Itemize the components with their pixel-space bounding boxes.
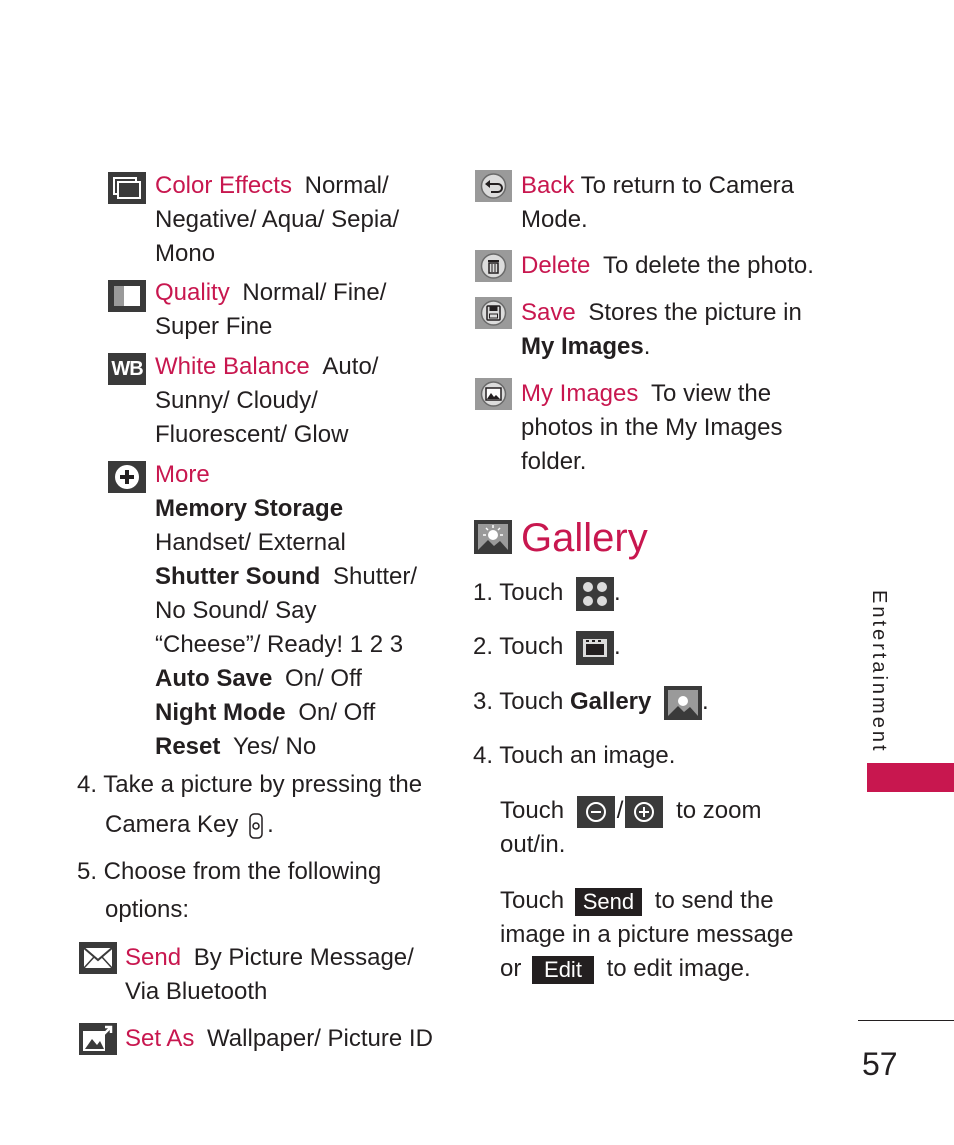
send-desc: By Picture Message/ Via Bluetooth <box>125 944 414 1005</box>
send-touch-text: Touch <box>500 887 565 914</box>
delete-trash-icon <box>475 250 512 282</box>
color-effects-label: Color Effects <box>155 172 292 199</box>
reset-desc: Yes/ No <box>233 733 317 760</box>
auto-save-desc: On/ Off <box>285 665 362 692</box>
zoom-slash: / <box>616 797 624 824</box>
send-label: Send <box>125 944 182 971</box>
quality-desc: Normal/ Fine/ Super Fine <box>155 279 387 340</box>
gallery-step-3-bold: Gallery <box>569 688 652 715</box>
gallery-step-3-period: . <box>702 688 709 715</box>
memory-storage-label: Memory Storage <box>155 495 344 522</box>
step-5-line1: 5. Choose from the following <box>77 858 382 885</box>
gallery-step-2-text: 2. Touch <box>473 633 564 660</box>
gallery-step-2-period: . <box>613 633 621 660</box>
gallery-step-3 <box>473 685 709 720</box>
option-back <box>521 169 811 237</box>
footer-rule <box>858 1020 954 1021</box>
step-4-line1: 4. Take a picture by pressing the <box>77 771 423 798</box>
shutter-sound-label: Shutter Sound <box>155 563 321 590</box>
gallery-heading: Gallery <box>521 516 648 560</box>
zoom-out-icon[interactable] <box>577 796 615 828</box>
save-desc: Stores the picture in <box>588 299 802 326</box>
option-save <box>521 296 841 364</box>
gallery-step-3-text: 3. Touch <box>473 688 564 715</box>
shutter-sound-desc: Shutter/ No Sound/ Say “Cheese”/ Ready! 1 2 3 <box>155 563 418 658</box>
send-edit-instructions <box>500 884 810 986</box>
set-as-desc: Wallpaper/ Picture ID <box>207 1025 433 1052</box>
color-effects-desc: Normal/ Negative/ Aqua/ Sepia/ Mono <box>155 172 400 267</box>
send-envelope-icon <box>79 942 117 974</box>
quality-icon <box>108 280 146 312</box>
delete-desc: To delete the photo. <box>603 252 814 279</box>
option-send <box>125 941 425 1009</box>
white-balance-desc: Auto/ Sunny/ Cloudy/ Fluorescent/ Glow <box>155 353 379 448</box>
gallery-button-icon[interactable] <box>664 686 702 720</box>
option-quality <box>155 276 430 344</box>
back-label: Back <box>521 172 575 199</box>
my-images-desc: To view the photos in the My Images folder. <box>521 380 783 475</box>
more-label: More <box>155 461 210 488</box>
gallery-step-1 <box>473 576 621 611</box>
menu-grid-icon[interactable] <box>576 577 614 611</box>
zoom-instructions <box>500 794 800 862</box>
zoom-touch-text: Touch <box>500 797 565 824</box>
send-softkey[interactable]: Send <box>575 888 642 916</box>
more-plus-icon <box>108 461 146 493</box>
gallery-step-2 <box>473 630 621 665</box>
back-desc: To return to Camera Mode. <box>521 172 795 233</box>
step-4-period: . <box>267 811 274 838</box>
step-4-take-picture <box>77 768 437 842</box>
my-images-label: My Images <box>521 380 639 407</box>
zoom-rest-text: to zoom out/in. <box>500 797 762 858</box>
reset-label: Reset <box>155 733 221 760</box>
option-delete <box>521 249 841 283</box>
option-my-images <box>521 377 791 479</box>
back-icon <box>475 170 512 202</box>
set-as-label: Set As <box>125 1025 195 1052</box>
save-period: . <box>643 333 651 360</box>
color-effects-icon <box>108 172 146 204</box>
step-4-camera-key: Camera Key <box>105 811 239 838</box>
white-balance-icon <box>108 353 146 385</box>
save-my-images: My Images <box>521 333 644 360</box>
delete-label: Delete <box>521 252 591 279</box>
camera-key-icon <box>249 813 263 839</box>
edit-softkey[interactable]: Edit <box>532 956 594 984</box>
section-tab-marker <box>867 763 954 792</box>
send-rest-text: to send the image in a picture message or <box>500 887 794 982</box>
edit-rest-text: to edit image. <box>606 955 751 982</box>
memory-storage-desc: Handset/ External <box>155 529 346 556</box>
night-mode-desc: On/ Off <box>298 699 376 726</box>
step-5-choose <box>77 855 437 927</box>
option-set-as <box>125 1022 445 1056</box>
auto-save-label: Auto Save <box>155 665 273 692</box>
night-mode-label: Night Mode <box>155 699 286 726</box>
white-balance-icon-text: WB <box>111 358 143 380</box>
set-as-picture-icon <box>79 1023 117 1055</box>
gallery-icon <box>474 520 512 554</box>
option-white-balance <box>155 350 430 452</box>
zoom-in-icon[interactable] <box>625 796 663 828</box>
gallery-step-1-period: . <box>613 579 621 606</box>
gallery-step-1-text: 1. Touch <box>473 579 564 606</box>
save-disk-icon <box>475 297 512 329</box>
gallery-step-4: 4. Touch an image. <box>473 742 676 769</box>
section-label: Entertainment <box>868 590 890 754</box>
option-more <box>155 458 430 764</box>
my-images-icon <box>475 378 512 410</box>
white-balance-label: White Balance <box>155 353 310 380</box>
option-color-effects <box>155 169 430 271</box>
step-5-line2: options: <box>105 896 190 923</box>
quality-label: Quality <box>155 279 230 306</box>
section-sidebar <box>866 590 906 760</box>
page-number: 57 <box>862 1046 898 1082</box>
multimedia-film-icon[interactable] <box>576 631 614 665</box>
save-label: Save <box>521 299 576 326</box>
